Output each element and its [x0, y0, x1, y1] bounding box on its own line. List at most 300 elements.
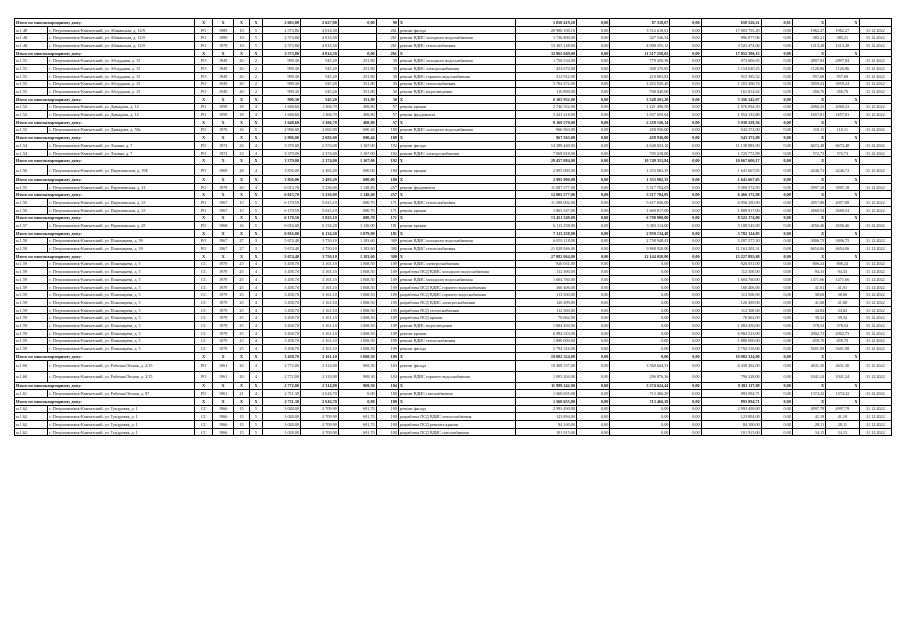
table-cell: м.1.56 — [15, 199, 48, 207]
table-cell: 2 616,70 — [300, 397, 338, 405]
table-cell: X — [398, 397, 515, 405]
table-cell: г. Петропавловск-Камчатский, ул. Партизанская, д. 23 — [48, 206, 195, 214]
table-cell: м.1.58 — [15, 245, 48, 253]
table-cell: 261 — [376, 42, 398, 50]
table-cell: 1 756 534,00 — [515, 57, 576, 65]
table-cell: 0,00 — [761, 252, 792, 260]
table-cell: 4 814,50 — [300, 49, 338, 57]
table-cell: 25 — [234, 345, 250, 353]
table-cell: 0,00 — [761, 111, 792, 119]
table-cell: 2 374,00 — [300, 149, 338, 157]
table-cell: 2 314,90 — [300, 360, 338, 371]
table-cell: Итого по многоквартирному дому: — [15, 176, 195, 184]
table-cell: 2 663,00 — [263, 19, 301, 27]
table-cell: разработка ПСД теплоснабжения — [398, 306, 515, 314]
table-cell: 2 993 490,00 — [515, 405, 576, 413]
table-cell: 39,32 — [792, 314, 825, 322]
total-row — [15, 118, 892, 126]
table-cell: 3 574 624,44 — [610, 382, 670, 390]
table-cell: 5 674,40 — [263, 237, 301, 245]
table-cell: 408,80 — [338, 111, 376, 119]
table-cell: X — [213, 252, 234, 260]
table-cell: 4 — [249, 306, 262, 314]
table-cell: 20 — [234, 72, 250, 80]
table-cell: 0,00 — [670, 352, 701, 360]
table-cell: 31.12.2022 — [859, 276, 891, 284]
table-cell: X — [792, 191, 825, 199]
table-cell: 3 379,00 — [263, 149, 301, 157]
table-cell: 1 068,50 — [338, 314, 376, 322]
table-cell: 0,00 — [576, 428, 609, 436]
table-cell: 3 512 618,61 — [610, 26, 670, 34]
table-cell: 0,00 — [670, 276, 701, 284]
table-cell: 1 353 082,35 — [610, 176, 670, 184]
table-cell: 0,00 — [761, 360, 792, 371]
table-row — [15, 237, 892, 245]
table-cell: РО — [195, 72, 213, 80]
table-cell: г. Петропавловск-Камчатский, ул. Пономарева, д. 5 — [48, 276, 195, 284]
table-cell: X — [195, 382, 213, 390]
table-cell: Итого по многоквартирному дому: — [15, 382, 195, 390]
table-cell: 1 167,00 — [338, 149, 376, 157]
table-cell: 6 466 172,08 — [701, 191, 761, 199]
table-cell: 3 161,10 — [300, 314, 338, 322]
table-cell: 0,00 — [670, 245, 701, 253]
table-cell: 4556,46 — [826, 222, 859, 230]
table-cell: 926 031,00 — [515, 260, 576, 268]
table-cell: 31.12.2022 — [859, 371, 891, 382]
table-cell: 434 670,00 — [515, 65, 576, 73]
table-cell: 0,00 — [576, 397, 609, 405]
table-cell: 1 641 667,65 — [701, 165, 761, 176]
table-cell: 0,00 — [576, 88, 609, 96]
table-cell: 5 236,00 — [300, 183, 338, 191]
table-cell: 1979 — [213, 314, 234, 322]
table-row — [15, 337, 892, 345]
table-cell: 31.12.2022 — [859, 88, 891, 96]
table-cell: X — [249, 397, 262, 405]
table-row — [15, 88, 892, 96]
table-cell: м.1.60 — [15, 371, 48, 382]
table-row — [15, 222, 892, 230]
table-row — [15, 126, 892, 134]
table-cell: г. Петропавловск-Камчатский, ул. Пономарева, д. 5 — [48, 314, 195, 322]
table-cell: 31.12.2022 — [859, 34, 891, 42]
table-cell: 15 — [234, 428, 250, 436]
table-cell: X — [398, 252, 515, 260]
table-cell: 31.12.2022 — [859, 142, 891, 150]
table-cell: 0,00 — [670, 428, 701, 436]
table-cell: 4 — [249, 283, 262, 291]
table-cell: РО — [195, 111, 213, 119]
table-cell: 0,00 — [576, 80, 609, 88]
table-cell: 0,00 — [670, 322, 701, 330]
table-row — [15, 329, 892, 337]
table-cell: X — [826, 95, 859, 103]
table-cell: X — [398, 134, 515, 142]
table-cell: г. Петропавловск-Камчатский, ул. Абсурдная, д. 15 — [48, 57, 195, 65]
table-cell: 4 — [249, 149, 262, 157]
table-cell: 3 161,10 — [300, 345, 338, 353]
table-cell: 1 880 000,00 — [701, 337, 761, 345]
table-cell: 4 — [249, 268, 262, 276]
table-cell: СС — [195, 299, 213, 307]
table-cell: 545,20 — [300, 95, 338, 103]
table-cell: 34,15 — [792, 428, 825, 436]
total-row — [15, 95, 892, 103]
table-cell: 31.12.2022 — [859, 149, 891, 157]
table-cell: 1962,27 — [792, 26, 825, 34]
table-cell: 31.12.2022 — [859, 199, 891, 207]
table-cell: 2 692,00 — [300, 134, 338, 142]
table-cell: 3 458,70 — [263, 291, 301, 299]
table-cell: РО — [195, 149, 213, 157]
table-cell: 0,00 — [761, 214, 792, 222]
table-cell: X — [234, 214, 250, 222]
table-row — [15, 260, 892, 268]
table-cell: м.1.55 — [15, 88, 48, 96]
table-cell: 0,00 — [576, 245, 609, 253]
table-cell: 1 050 419,20 — [515, 19, 576, 27]
table-cell: 0,00 — [610, 276, 670, 284]
table-cell: 4 814,50 — [300, 34, 338, 42]
table-cell: 2 374,00 — [300, 142, 338, 150]
table-cell: 3 028,00 — [263, 421, 301, 429]
table-cell: СС — [195, 306, 213, 314]
table-cell: 0,00 — [670, 199, 701, 207]
table-cell: 0,00 — [576, 57, 609, 65]
table-cell: 2 772,00 — [263, 382, 301, 390]
table-cell: 308 370,85 — [610, 65, 670, 73]
table-cell: 0,00 — [610, 337, 670, 345]
table-cell: 31.12.2022 — [859, 268, 891, 276]
table-cell: 5 794 316,00 — [515, 345, 576, 353]
table-cell: X — [249, 352, 262, 360]
table-cell: 0,00 — [761, 57, 792, 65]
table-cell: 545,20 — [300, 80, 338, 88]
table-cell: X — [195, 191, 213, 199]
table-cell: 31.12.2022 — [859, 322, 891, 330]
table-cell: м.1.60 — [15, 360, 48, 371]
table-cell: РО — [195, 126, 213, 134]
table-cell: X — [213, 118, 234, 126]
table-cell: 6 170,50 — [263, 214, 301, 222]
table-cell: 3997,18 — [792, 183, 825, 191]
table-cell: 0,00 — [761, 157, 792, 165]
table-cell: 5 617 846,00 — [610, 199, 670, 207]
table-cell: 957,68 — [826, 72, 859, 80]
table-cell: 3997,18 — [826, 183, 859, 191]
table-cell: 1 154 640,25 — [701, 65, 761, 73]
table-cell: 104 — [376, 371, 398, 382]
table-cell: 210 003,83 — [610, 72, 670, 80]
table-cell: 1961 — [213, 360, 234, 371]
table-cell: 6 113 258,00 — [515, 222, 576, 230]
table-cell: ремонт крыши — [398, 165, 515, 176]
table-cell: г. Петропавловск-Камчатский, ул. Давыдова, д. 50а — [48, 126, 195, 134]
table-cell: 6 438 492,00 — [701, 360, 761, 371]
table-cell: 25 — [234, 291, 250, 299]
table-cell: 2 758 948,43 — [610, 237, 670, 245]
table-cell: 3 161,10 — [300, 283, 338, 291]
table-cell: X — [792, 397, 825, 405]
table-cell: X — [234, 19, 250, 27]
table-cell: 1949 — [213, 80, 234, 88]
table-cell: 2660,54 — [792, 206, 825, 214]
table-cell: 0,00 — [670, 165, 701, 176]
table-cell: 0,00 — [670, 118, 701, 126]
table-row — [15, 149, 892, 157]
table-cell: X — [826, 214, 859, 222]
table-cell: 31.12.2022 — [859, 299, 891, 307]
table-cell: г. Петропавловск-Камчатский, ул. Ленина, д. 7 — [48, 149, 195, 157]
total-row — [15, 19, 892, 27]
table-cell: 20 — [234, 65, 250, 73]
table-cell: 1 068,50 — [338, 260, 376, 268]
table-row — [15, 306, 892, 314]
table-cell: 25 — [234, 306, 250, 314]
table-cell: 0,00 — [576, 65, 609, 73]
table-cell: 5 — [249, 34, 262, 42]
table-cell: 41,68 — [792, 299, 825, 307]
table-cell — [859, 134, 891, 142]
table-cell: 2 746 352,00 — [515, 103, 576, 111]
table-cell: 0,00 — [610, 299, 670, 307]
table-cell: 6 016,00 — [263, 222, 301, 230]
table-cell: 1966 — [213, 421, 234, 429]
table-cell: 3 750,10 — [300, 245, 338, 253]
table-cell: 0,00 — [576, 360, 609, 371]
table-cell: 351,80 — [338, 88, 376, 96]
table-cell: 2660,54 — [826, 206, 859, 214]
table-cell: X — [398, 382, 515, 390]
table-cell: 6 134,20 — [300, 229, 338, 237]
table-cell: 31.12.2022 — [859, 428, 891, 436]
table-cell: 3059,24 — [826, 80, 859, 88]
table-cell: 3 161,10 — [300, 322, 338, 330]
table-cell: 0,00 — [670, 405, 701, 413]
table-cell: X — [792, 352, 825, 360]
table-cell: м.1.59 — [15, 306, 48, 314]
table-cell: г. Петропавловск-Камчатский, ул. Пономарева, д. 5 — [48, 260, 195, 268]
table-cell: м.1.61 — [15, 390, 48, 398]
table-cell: СС — [195, 405, 213, 413]
table-cell: 0,00 — [761, 80, 792, 88]
table-cell: 1 660 817,00 — [610, 206, 670, 214]
table-cell: X — [826, 49, 859, 57]
table-cell: м.1.55 — [15, 183, 48, 191]
table-cell: 0,00 — [670, 49, 701, 57]
table-cell: 25 — [234, 329, 250, 337]
table-cell: 0,00 — [670, 142, 701, 150]
table-cell: 109 — [376, 268, 398, 276]
table-cell: 31.12.2022 — [859, 72, 891, 80]
table-cell: разработка ПСД ВДИС электроснабжения — [398, 299, 515, 307]
table-cell: 1 084 450,00 — [701, 322, 761, 330]
table-cell: 1 221 496,50 — [610, 103, 670, 111]
table-cell: 1979 — [213, 260, 234, 268]
table-cell: 2 709,90 — [300, 413, 338, 421]
table-cell: м.1.48 — [15, 42, 48, 50]
table-cell: 0,00 — [670, 42, 701, 50]
table-cell: 351,80 — [338, 95, 376, 103]
table-row — [15, 245, 892, 253]
table-cell: 3 523 474,06 — [701, 42, 761, 50]
total-row — [15, 252, 892, 260]
table-cell: 3 782 124,05 — [701, 229, 761, 237]
table-cell: 3 161,10 — [300, 299, 338, 307]
table-cell: X — [213, 229, 234, 237]
table-cell: X — [826, 229, 859, 237]
table-cell: 0,00 — [576, 252, 609, 260]
table-cell: 2 616,70 — [300, 390, 338, 398]
table-cell: 2 996,00 — [263, 126, 301, 134]
table-cell: 3006,75 — [826, 237, 859, 245]
total-row — [15, 352, 892, 360]
table-cell: 0,00 — [576, 291, 609, 299]
table-cell: 5 674,40 — [263, 252, 301, 260]
table-cell: 0,00 — [761, 314, 792, 322]
table-cell: X — [213, 176, 234, 184]
table-cell: 1969 — [213, 165, 234, 176]
table-cell: X — [826, 157, 859, 165]
table-cell: м.1.56 — [15, 206, 48, 214]
table-cell: 10 667 600,17 — [701, 157, 761, 165]
table-cell: X — [213, 49, 234, 57]
table-row — [15, 199, 892, 207]
table-cell: 0,00 — [761, 283, 792, 291]
table-cell: 31.12.2022 — [859, 65, 891, 73]
table-cell: X — [195, 118, 213, 126]
table-cell: 104 — [376, 382, 398, 390]
table-cell: 0,00 — [670, 26, 701, 34]
table-cell: 0,00 — [576, 49, 609, 57]
table-cell: ремонт ВДИС электроснабжения — [398, 65, 515, 73]
table-cell: 2902,73 — [792, 329, 825, 337]
table-cell: X — [234, 176, 250, 184]
table-cell: X — [249, 229, 262, 237]
table-cell: 15 — [234, 199, 250, 207]
table-cell: 0,00 — [576, 126, 609, 134]
table-cell: 34,84 — [826, 306, 859, 314]
table-cell: 1979 — [213, 299, 234, 307]
table-cell: 4 — [249, 103, 262, 111]
table-cell: 0,00 — [670, 19, 701, 27]
table-cell: 3 161,10 — [300, 306, 338, 314]
table-cell: 378,54 — [792, 322, 825, 330]
table-cell: 300 — [376, 252, 398, 260]
table-cell: 2 627,00 — [300, 19, 338, 27]
table-cell: 0,00 — [576, 371, 609, 382]
table-cell: 4 814,50 — [300, 42, 338, 50]
table-cell: 109 — [376, 337, 398, 345]
table-cell: 2 573,80 — [263, 34, 301, 42]
table-cell: 6 013,70 — [263, 191, 301, 199]
table-cell: 680,70 — [338, 199, 376, 207]
table-cell: 123 894,00 — [515, 413, 576, 421]
table-cell: X — [398, 214, 515, 222]
table-cell: м.1.59 — [15, 283, 48, 291]
table-cell: РО — [195, 65, 213, 73]
table-cell: 545,20 — [300, 88, 338, 96]
table-cell: 0,00 — [576, 283, 609, 291]
table-cell: 0,00 — [576, 390, 609, 398]
table-cell — [338, 42, 376, 50]
table-cell: 779 459,36 — [610, 57, 670, 65]
table-cell: 1966 — [213, 428, 234, 436]
table-cell: X — [234, 134, 250, 142]
table-cell: 4 098 355,15 — [610, 42, 670, 50]
table-cell — [859, 49, 891, 57]
table-cell: 1471,66 — [826, 276, 859, 284]
table-cell: ремонт ВДИС холодного водоснабжения — [398, 34, 515, 42]
table-cell: 1 306,70 — [300, 118, 338, 126]
table-cell: РО — [195, 34, 213, 42]
table-cell: ремонт фундамента — [398, 183, 515, 191]
table-cell: 30 — [376, 80, 398, 88]
table-cell: 0,00 — [761, 322, 792, 330]
table-row — [15, 165, 892, 176]
table-cell: г. Петропавловск-Камчатский, ул. Партизанская, д. 21 — [48, 183, 195, 191]
table-cell: 1041,24 — [792, 371, 825, 382]
table-cell: 1989 — [213, 34, 234, 42]
table-cell: 0,00 — [761, 42, 792, 50]
table-cell: 1 093 204,00 — [515, 371, 576, 382]
table-cell: 18 — [234, 111, 250, 119]
table-cell: 1 560 655,00 — [515, 390, 576, 398]
table-cell: 261 — [376, 26, 398, 34]
table-cell: 1979 — [213, 322, 234, 330]
table-cell: 12 144 020,00 — [610, 252, 670, 260]
table-cell: 0,00 — [576, 352, 609, 360]
table-cell: 1961 — [213, 371, 234, 382]
table-cell: 0,00 — [576, 118, 609, 126]
table-cell: 0,00 — [670, 65, 701, 73]
table-cell: ремонт фасада — [398, 405, 515, 413]
table-cell: 1 183,60 — [338, 237, 376, 245]
table-cell: 0,00 — [576, 421, 609, 429]
table-cell: 572,73 — [792, 149, 825, 157]
table-cell: 1 355 306,74 — [701, 80, 761, 88]
table-cell: 1958 — [213, 111, 234, 119]
table-cell: 0,00 — [761, 206, 792, 214]
table-cell: м.1.56 — [15, 165, 48, 176]
table-cell: ремонт ВДИС электроснабжения — [398, 260, 515, 268]
table-cell: м.1.59 — [15, 337, 48, 345]
table-cell: 171 — [376, 206, 398, 214]
table-cell: 0,00 — [670, 214, 701, 222]
table-cell: X — [398, 157, 515, 165]
table-cell: 659,70 — [826, 337, 859, 345]
table-cell: 3 560 644,33 — [610, 360, 670, 371]
table-cell: 0,00 — [670, 134, 701, 142]
table-cell: 3 — [249, 237, 262, 245]
table-cell: 31.12.2022 — [859, 183, 891, 191]
table-cell: 1 068,50 — [338, 322, 376, 330]
table-cell: Итого по многоквартирному дому: — [15, 214, 195, 222]
table-cell: X — [398, 229, 515, 237]
table-cell: 4 — [249, 371, 262, 382]
table-cell: 0,00 — [576, 214, 609, 222]
table-cell: СС — [195, 421, 213, 429]
table-cell: г. Петропавловск-Камчатский, ул. Пономарева, д. 5 — [48, 329, 195, 337]
table-cell: 11 517 250,02 — [610, 49, 670, 57]
table-cell: 171 — [376, 199, 398, 207]
table-cell: 10 408 137,00 — [515, 360, 576, 371]
table-cell: 0,00 — [761, 390, 792, 398]
table-cell: РО — [195, 88, 213, 96]
table-cell: 3 856,00 — [263, 176, 301, 184]
